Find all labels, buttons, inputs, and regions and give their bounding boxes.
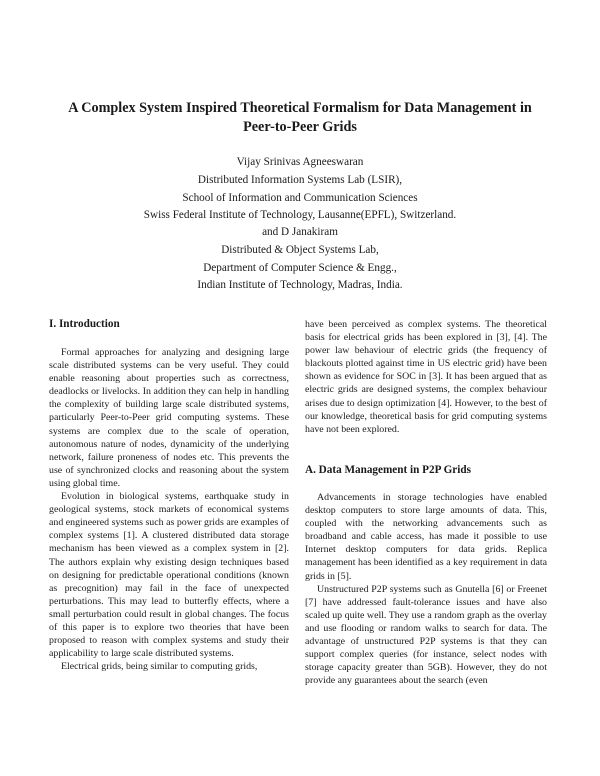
author-name: and D Janakiram (262, 226, 338, 238)
author-institute: Indian Institute of Technology, Madras, India. (197, 279, 403, 292)
paragraph: Unstructured P2P systems such as Gnutella [6] or Freenet [7] have addressed fault-tolerance issues and have also scaled up quite well. They use a random graph as the overlay and use flooding or random walks to search for data. The advantage of unstructured P2P systems is that they can support complex queries (for instance, select nodes with storage capacity greater than 5GB). However, they do not provide any guarantees about the search (even (305, 583, 547, 687)
right-column-text (305, 491, 547, 687)
section-heading-data-management: A. Data Management in P2P Grids (305, 464, 471, 476)
author-name: Vijay Srinivas Agneeswaran (236, 156, 364, 168)
author-institute: Swiss Federal Institute of Technology, Lausanne(EPFL), Switzerland. (143, 209, 457, 222)
left-column-text (49, 346, 289, 673)
title-line-1: A Complex System Inspired Theoretical Formalism for Data Management in (68, 100, 532, 116)
author-affiliation-1 (60, 154, 540, 225)
author-dept: Department of Computer Science & Engg., (203, 261, 397, 274)
author-affiliation-2 (60, 224, 540, 295)
author-lab: Distributed Information Systems Lab (LSIR), (197, 173, 403, 186)
paragraph: Formal approaches for analyzing and designing large scale distributed systems can be very useful. They could enable reasoning about properties such as correctness, deadlocks or livelocks. In addition they can help in handling the complexity of building large scale distributed systems, particularly Peer-to-Peer grid computing systems. These systems are complex due to the scale of operation, autonomous nature of nodes, dynamicity of the underlying network, failure proneness of nodes etc. This prevents the use of synchronized clocks and reasoning about the system using global time. (49, 347, 289, 489)
paper-title (40, 99, 560, 137)
right-column-intro-continuation (305, 318, 547, 436)
paragraph: Evolution in biological systems, earthquake study in geological systems, stock markets of economical systems and engineered systems such as power grids are examples of complex systems [1]. A clustered distributed data storage mechanism has been viewed as a complex system in [2]. The authors explain why existing design techniques based on designing for predictable operational conditions (known as precognition) may fail in the face of unexpected perturbations. This may lead to butterfly effects, where a small perturbation could result in global changes. The focus of this paper is to explore two theories that have been proposed to reason with complex systems and study their applicability to large scale distributed systems. (49, 491, 289, 660)
author-lab: Distributed & Object Systems Lab, (221, 243, 379, 256)
title-line-2: Peer-to-Peer Grids (243, 119, 357, 135)
section-heading-introduction: I. Introduction (49, 318, 120, 330)
paragraph: Electrical grids, being similar to computing grids, (61, 661, 258, 673)
author-school: School of Information and Communication Sciences (182, 191, 418, 204)
paragraph: Advancements in storage technologies have enabled desktop computers to store large amounts of data. This, coupled with the networking advancements such as broadband and cable access, has made it possible to use Internet desktop computers for data grids. Replica management has been identified as a key requirement in data grids in [5]. (305, 492, 547, 582)
paragraph: have been perceived as complex systems. The theoretical basis for electrical grids has been explored in [3], [4]. The power law behaviour of electric grids (the frequency of blackouts plotted against time in US electric grid) have been shown as evidence for SOC in [3]. It has been argued that as electric grids are designed systems, the complex behaviour arises due to design optimization [4]. However, to the best of our knowledge, theoretical basis for grid computing systems have not been explored. (305, 319, 547, 435)
